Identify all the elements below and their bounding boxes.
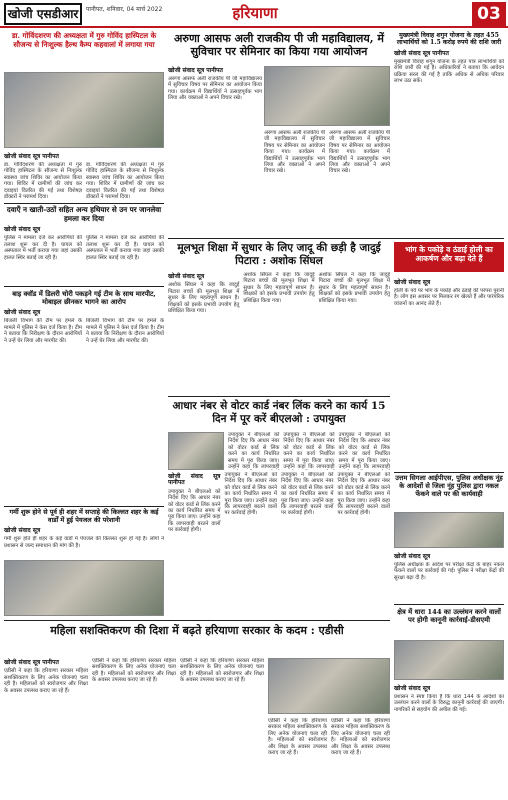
- byline: खोजी संवाद सूत्र: [394, 553, 431, 560]
- article-body: पुलिस ने मामला दर्ज कर आरोपियों की तलाश शुरू कर दी है। घायल को अस्पताल में भर्ती कराया गया जहां उसकी हालत स्थिर बताई जा रही है। पुलिस ने मामला दर्ज कर आरोपियों की तलाश शुरू कर दी है। घायल को अस्पताल में भर्ती कराया गया जहां उसकी हालत स्थिर बताई जा रही है।: [4, 235, 164, 261]
- article-body-continued: अरुणा आसफ अली राजकीय पी जी महाविद्यालय में सुविचार विषय पर सेमिनार का आयोजन किया गया। कार्यक्रम में विद्यार्थियों ने उत्साहपूर्वक भाग लिया और वक्ताओं ने अपने विचार रखे। अरुणा आसफ अली राजकीय पी जी महाविद्यालय में सुविचार विषय पर सेमिनार का आयोजन किया गया। कार्यक्रम में विद्यार्थियों ने उत्साहपूर्वक भाग लिया और वक्ताओं ने अपने विचार रखे।: [264, 130, 390, 175]
- article-body-lead: उपायुक्त ने बीएलओ को निर्देश दिए कि आधार नंबर को वोटर कार्ड से लिंक करने का कार्य निर्धारित समय में पूरा किया जाए। उन्होंने कहा कि लापरवाही उपायुक्त ने बीएलओ को निर्देश दिए कि आधार नंबर को वोटर कार्ड से लिंक करने का कार्य निर्धारित समय में पूरा किया जाए। उन्होंने कहा कि लापरवाही उपायुक्त ने बीएलओ को निर्देश दिए कि आधार नंबर को वोटर कार्ड से लिंक करने का कार्य निर्धारित समय में पूरा किया जाए। उन्होंने कहा कि लापरवाही: [228, 432, 390, 470]
- article-body: खोजी संवाद सूत्र पानीपत उपायुक्त ने बीएलओ को निर्देश दिए कि आधार नंबर को वोटर कार्ड से लिंक करने का कार्य निर्धारित समय में पूरा किया जाए। उन्होंने कहा कि लापरवाही बरतने वालों पर कार्रवाई होगी। उपायुक्त ने बीएलओ को निर्देश दिए कि आधार नंबर को वोटर कार्ड से लिंक करने का कार्य निर्धारित समय में पूरा किया जाए। उन्होंने कहा कि लापरवाही बरतने वालों पर कार्रवाई होगी। उपायुक्त ने बीएलओ को निर्देश दिए कि आधार नंबर को वोटर कार्ड से लिंक करने का कार्य निर्धारित समय में पूरा किया जाए। उन्होंने कहा कि लापरवाही बरतने वालों पर कार्रवाई होगी। उपायुक्त ने बीएलओ को निर्देश दिए कि आधार नंबर को वोटर कार्ड से लिंक करने का कार्य निर्धारित समय में पूरा किया जाए। उन्होंने कहा कि लापरवाही बरतने वालों पर कार्रवाई होगी।: [168, 472, 390, 534]
- headline: दवाएँ न खाती-उठों सहित अन्य हथियार से उन पर जानलेवा हमला कर दिया: [6, 205, 162, 223]
- byline: खोजी संवाद सूत्र पानीपत: [394, 49, 449, 57]
- article-body-continued: एडीसी ने कहा कि हरियाणा सरकार महिला सशक्तिकरण के लिए अनेक योजनाएं चला रही है। महिलाओं को स्वरोजगार और शिक्षा के अवसर उपलब्ध कराए जा रहे हैं। एडीसी ने कहा कि हरियाणा सरकार महिला सशक्तिकरण के लिए अनेक योजनाएं चला रही है। महिलाओं को स्वरोजगार और शिक्षा के अवसर उपलब्ध कराए जा रहे हैं।: [268, 718, 390, 757]
- headline: गर्मी शुरू होने से पूर्व ही शहर में सप्ताहे की किल्लत शहर के कई वार्डों में हुई पेयजल की परेशानी: [9, 508, 159, 524]
- article-body: गर्मी शुरू होते ही शहर के कई वार्डों में पेयजल की किल्लत शुरू हो गई है। लोगों ने प्रशासन से जल्द समाधान की मांग की है।: [4, 536, 164, 549]
- byline: खोजी संवाद सूत्र पानीपत: [168, 67, 223, 74]
- article-body: डा. गोविंदशरण की अध्यक्षता में गुरु गोविंद हास्पिटल के सौजन्य से निःशुल्क स्वास्थ्य जांच शिविर का आयोजन किया गया। शिविर में ग्रामीणों की जांच कर दवाइयां वितरित की गईं तथा विशेषज्ञ डॉक्टरों ने परामर्श दिया। डा. गोविंदशरण की अध्यक्षता में गुरु गोविंद हास्पिटल के सौजन्य से निःशुल्क स्वास्थ्य जांच शिविर का आयोजन किया गया। शिविर में ग्रामीणों की जांच कर दवाइयां वितरित की गईं तथा विशेषज्ञ डॉक्टरों ने परामर्श दिया।: [4, 162, 164, 201]
- byline: खोजी संवाद सूत्र: [394, 685, 431, 692]
- holi-headline-banner: भांग के पकोड़े व ठंडाई होली का आकर्षण और बढ़ा देते हैं: [394, 242, 504, 272]
- byline: खोजी संवाद सूत्र: [168, 273, 205, 280]
- article-body: मुख्यमंत्री विवाह शगुन योजना के तहत पात्र लाभार्थियों को राशि जारी की गई है। अधिकारियों ने बताया कि आवेदन प्रक्रिया सरल की गई है ताकि अधिक से अधिक परिवार लाभ उठा सकें।: [394, 58, 504, 85]
- page-number: 03: [472, 2, 506, 26]
- article-body: होली के पर्व पर भांग के पकोड़े और ठंडाई की परंपरा पुरानी है। लोग इस अवसर पर मिलकर रंग खेलते हैं और पारंपरिक व्यंजनों का आनंद लेते हैं।: [394, 288, 504, 307]
- headline: क्षेत्र में धारा 144 का उल्लंघन करने वालों पर होगी कानूनी कार्रवाई-डीसएमी: [397, 608, 501, 625]
- article-body: प्रशासन ने स्पष्ट किया है कि धारा 144 के आदेशों का उल्लंघन करने वालों के विरुद्ध कानूनी कार्रवाई की जाएगी। नागरिकों से सहयोग की अपील की गई।: [394, 694, 504, 713]
- byline: खोजी संवाद सूत्र पानीपत: [168, 473, 221, 487]
- article-body: अरुणा आसफ अली राजकीय पी जी महाविद्यालय में सुविचार विषय पर सेमिनार का आयोजन किया गया। कार्यक्रम में विद्यार्थियों ने उत्साहपूर्वक भाग लिया और वक्ताओं ने अपने विचार रखे।: [168, 76, 262, 102]
- article-body: खोजी संवाद सूत्र पानीपत एडीसी ने कहा कि हरियाणा सरकार महिला सशक्तिकरण के लिए अनेक योजनाएं चला रही है। महिलाओं को स्वरोजगार और शिक्षा के अवसर उपलब्ध कराए जा रहे हैं। एडीसी ने कहा कि हरियाणा सरकार महिला सशक्तिकरण के लिए अनेक योजनाएं चला रही है। महिलाओं को स्वरोजगार और शिक्षा के अवसर उपलब्ध कराए जा रहे हैं। एडीसी ने कहा कि हरियाणा सरकार महिला सशक्तिकरण के लिए अनेक योजनाएं चला रही है। महिलाओं को स्वरोजगार और शिक्षा के अवसर उपलब्ध कराए जा रहे हैं।: [4, 658, 264, 694]
- dateline: पानीपत, शनिवार, 04 मार्च 2022: [86, 6, 163, 13]
- police-photo: [394, 512, 504, 548]
- health-camp-photo: [4, 72, 164, 148]
- headline: बाइ क्वॉड में डिलरी चोरी पकड़ने गई टीम के साथ मारपीट, मोबाइल छीनकर भागने का आरोप: [12, 290, 156, 307]
- section-title: हरियाणा: [232, 4, 278, 22]
- official-photo: [394, 640, 504, 680]
- byline: खोजी संवाद सूत्र: [4, 226, 41, 234]
- water-tanker-photo: [4, 560, 164, 616]
- byline: खोजी संवाद सूत्र: [4, 527, 41, 535]
- headline: उत्तम सिगला आईपीएस, पुलिस अधीक्षक नूंह के आदेशों से जिला नूंह पुलिस द्वारा नकल फेंकने वाले पर की कार्यवाही: [395, 474, 503, 498]
- byline: खोजी संवाद सूत्र: [4, 309, 41, 317]
- byline: खोजी संवाद सूत्र: [394, 279, 431, 286]
- headline: आधार नंबर से वोटर कार्ड नंबर लिंक करने का कार्य 15 दिन में पूर करें बीएलओ : उपायुक्त: [172, 400, 386, 425]
- byline: खोजी संवाद सूत्र पानीपत: [4, 659, 59, 666]
- meeting-photo: [168, 432, 224, 470]
- headline: डा. गोविंदशरण की अध्यक्षता में गुरु गोविंद हास्पिटल के सौजन्य से निःशुल्क हैल्थ कैम्प कहवालां में लगाया गया: [11, 31, 157, 49]
- article-body: बिजली विभाग की टीम पर हमले के मामले में पुलिस ने केस दर्ज किया है। टीम ने बताया कि निरीक्षण के दौरान आरोपियों ने उन्हें घेर लिया और मारपीट की। बिजली विभाग की टीम पर हमले के मामले में पुलिस ने केस दर्ज किया है। टीम ने बताया कि निरीक्षण के दौरान आरोपियों ने उन्हें घेर लिया और मारपीट की।: [4, 318, 164, 344]
- headline: मूलभूत शिक्षा में सुधार के लिए जादू की छड़ी है जादुई पिटारा : अशोक सिंघल: [177, 242, 381, 267]
- headline: अरुणा आसफ अली राजकीय पी जी महाविद्यालय, में सुविचार पर सेमिनार का किया गया आयोजन: [173, 32, 384, 59]
- headline: मुख्यमंत्री विवाह शगुन योजना के तहत 455 लाभार्थियों को 1.5 करोड़ रुपये की राशि जारी: [396, 32, 502, 47]
- article-body: खोजी संवाद सूत्र अशोक सिंघल ने कहा कि जादुई पिटारा बच्चों की मूलभूत शिक्षा में सुधार के लिए महत्वपूर्ण साधन है। शिक्षकों को इसके प्रभावी उपयोग हेतु प्रशिक्षित किया गया। अशोक सिंघल ने कहा कि जादुई पिटारा बच्चों की मूलभूत शिक्षा में सुधार के लिए महत्वपूर्ण साधन है। शिक्षकों को इसके प्रभावी उपयोग हेतु प्रशिक्षित किया गया। अशोक सिंघल ने कहा कि जादुई पिटारा बच्चों की मूलभूत शिक्षा में सुधार के लिए महत्वपूर्ण साधन है। शिक्षकों को इसके प्रभावी उपयोग हेतु प्रशिक्षित किया गया।: [168, 272, 390, 315]
- adc-photo: [268, 658, 390, 714]
- newspaper-logo: खोजी एसडीआर: [4, 3, 82, 25]
- article-body: पुलिस अधीक्षक के आदेश पर परीक्षा केंद्रों के बाहर नकल फेंकने वालों पर कार्रवाई की गई। पुलिस ने परीक्षा केंद्रों की सुरक्षा बढ़ा दी है।: [394, 562, 504, 581]
- seminar-photo: [264, 66, 390, 126]
- byline: खोजी संवाद सूत्र पानीपत: [4, 153, 59, 160]
- headline: महिला सशक्तिकरण की दिशा में बढ़ते हरियाणा सरकार के कदम : एडीसी: [50, 624, 344, 637]
- story-health-camp: [4, 32, 164, 49]
